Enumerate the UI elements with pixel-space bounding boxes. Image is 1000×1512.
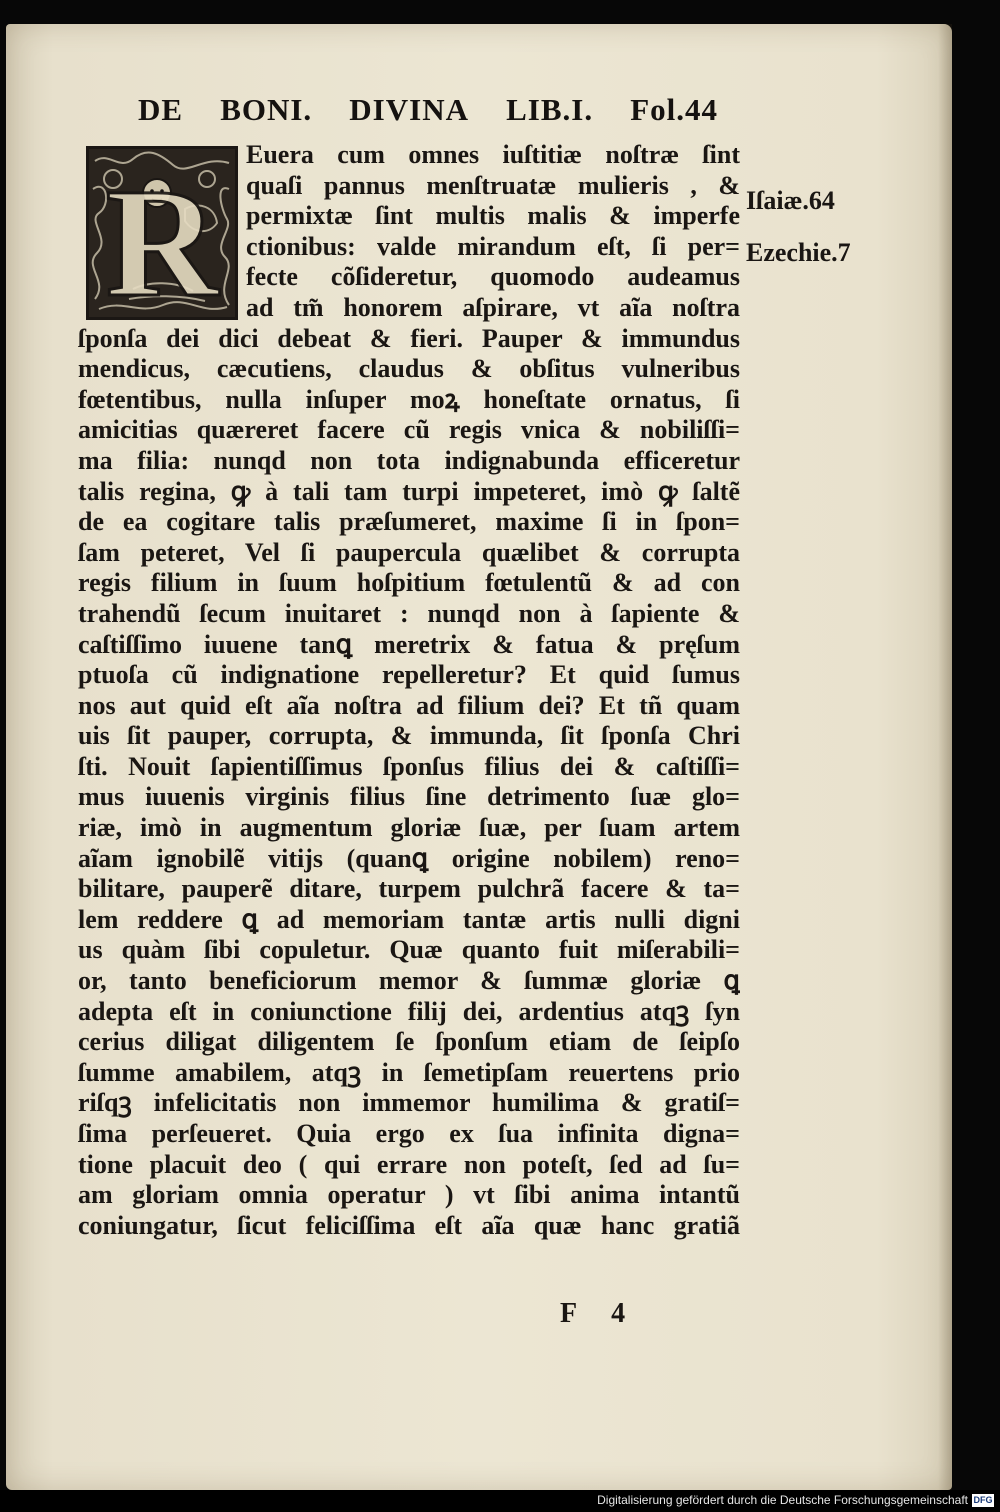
text-line: fœtentibus, nulla inſuper moꝝ honeſtate ornatus, ſi	[78, 384, 740, 414]
text-line: coniungatur, ſicut feliciſſima eſt aĩa quæ hanc gratiã	[78, 1210, 740, 1240]
text-line: trahendũ ſecum inuitaret : nunqd non à ſapiente &	[78, 598, 740, 628]
svg-text:R: R	[105, 156, 219, 317]
margin-note-isaiah: Iſaiæ.64	[746, 186, 835, 215]
text-line: or, tanto beneficiorum memor & ſummæ gloriæ ꝗ	[78, 966, 740, 996]
text-line: uis ſit pauper, corrupta, & immunda, ſit ſponſa Chri	[78, 721, 740, 751]
text-line: ctionibus: valde mirandum eſt, ſi per=	[246, 231, 740, 261]
text-line: Euera cum omnes iuſtitiæ noſtræ ſint	[246, 140, 740, 169]
text-line: ſumme amabilem, atqꝫ in ſemetipſam reuertens prio	[78, 1057, 740, 1087]
text-line: us quàm ſibi copuletur. Quæ quanto fuit miſerabili=	[78, 935, 740, 965]
footer-bar	[0, 1490, 1000, 1512]
text-line: mendicus, cæcutiens, claudus & obſitus vulneribus	[78, 354, 740, 384]
text-line: permixtæ ſint multis malis & imperfe	[246, 201, 740, 231]
text-line: riæ, imò in augmentum gloriæ ſuæ, per ſuam artem	[78, 813, 740, 843]
text-line: riſqꝫ infelicitatis non immemor humilima & gratiſ=	[78, 1088, 740, 1118]
text-line: tione placuit deo ( qui errare non poteſt, ſed ad ſu=	[78, 1149, 740, 1179]
text-line: aĩam ignobilẽ vitijs (quanꝗ origine nobilem) reno=	[78, 843, 740, 873]
text-line: bilitare, pauperẽ ditare, turpem pulchrã facere & ta=	[78, 874, 740, 904]
text-line: ſima perſeueret. Quia ergo ex ſua infinita digna=	[78, 1119, 740, 1148]
text-line: adepta eſt in coniunctione filij dei, ardentius atqꝫ ſyn	[78, 996, 740, 1026]
running-head	[138, 92, 718, 128]
folio-number: Fol.44	[630, 92, 718, 127]
text-line: ad tm̃ honorem aſpirare, vt aĩa noſtra	[246, 292, 740, 322]
text-line: ptuoſa cũ indignatione repelleretur? Et quid ſumus	[78, 660, 740, 690]
text-line: de ea cogitare talis præſumeret, maxime ſi in ſpon=	[78, 507, 740, 537]
text-line: am gloriam omnia operatur ) vt ſibi anima intantũ	[78, 1180, 740, 1210]
text-line: ſam peteret, Vel ſi paupercula quælibet & corrupta	[78, 537, 740, 567]
page-edge-shadow	[938, 24, 952, 1490]
text-line: fecte cõſideretur, quomodo audeamus	[246, 262, 740, 292]
funding-credit: Digitalisierung gefördert durch die Deutsche Forschungsgemeinschaft	[597, 1493, 968, 1507]
signature-mark: F 4	[560, 1298, 640, 1329]
running-head-part: DIVINA	[349, 92, 469, 127]
main-text-block	[78, 140, 740, 1241]
margin-note-ezekiel: Ezechie.7	[746, 238, 851, 267]
text-line: talis regina, ꝙ à tali tam turpi impeteret, imò ꝙ ſaltẽ	[78, 476, 740, 506]
dfg-logo-icon: DFG	[973, 1495, 993, 1505]
text-line: nos aut quid eſt aĩa noſtra ad filium dei? Et tñ quam	[78, 690, 740, 720]
text-line: ſti. Nouit ſapientiſſimus ſponſus filius dei & caſtiſſi=	[78, 751, 740, 781]
text-line: ſponſa dei dici debeat & fieri. Pauper & immundus	[78, 323, 740, 353]
text-line: lem reddere ꝗ ad memoriam tantæ artis nulli digni	[78, 904, 740, 934]
text-line: caſtiſſimo iuuene tanꝗ meretrix & fatua & pręſum	[78, 629, 740, 659]
text-line: cerius diligat diligentem ſe ſponſum etiam de ſeipſo	[78, 1027, 740, 1057]
text-line: amicitias quæreret facere cũ regis vnica & nobiliſſi=	[78, 415, 740, 445]
text-line: mus iuuenis virginis filius ſine detrimento ſuæ glo=	[78, 782, 740, 812]
running-head-part: DE	[138, 92, 184, 127]
running-head-part: BONI.	[220, 92, 313, 127]
text-line: ma filia: nunqd non tota indignabunda efficeretur	[78, 445, 740, 475]
running-head-part: LIB.I.	[506, 92, 594, 127]
text-line: quaſi pannus menſtruatæ mulieris , &	[246, 170, 740, 200]
text-line: regis filium in ſuum hoſpitium fœtulentũ & ad con	[78, 568, 740, 598]
